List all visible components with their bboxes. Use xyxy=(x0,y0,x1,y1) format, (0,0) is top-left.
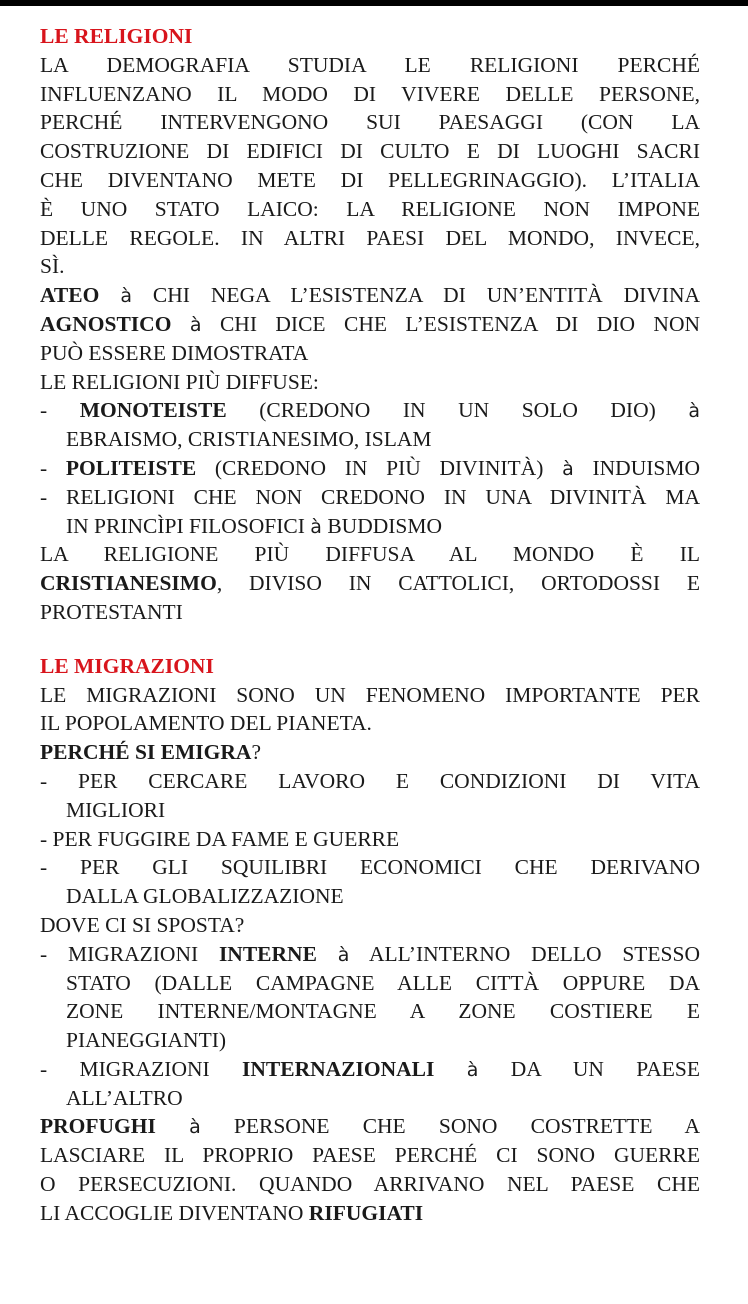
religioni-intro-line: CHE DIVENTANO METE DI PELLEGRINAGGIO). L’ITALIA xyxy=(40,167,700,192)
term-politeiste: POLITEISTE xyxy=(65,455,197,480)
definition-profughi-cont: O PERSECUZIONI. QUANDO ARRIVANO NEL PAESE CHE xyxy=(40,1172,700,1197)
section-spacer xyxy=(40,627,700,652)
definition-text: CHI NEGA L’ESISTENZA DI UN’ENTITÀ DIVINA xyxy=(131,283,700,308)
term-internazionali: INTERNAZIONALI xyxy=(242,1056,435,1081)
definition-profughi-cont: LASCIARE IL PROPRIO PAESE PERCHÉ CI SONO GUERRE xyxy=(40,1143,700,1168)
religioni-diffuse-label: LE RELIGIONI PIÙ DIFFUSE: xyxy=(40,369,319,394)
migrazioni-intro-line: IL POPOLAMENTO DEL PIANETA. xyxy=(40,711,372,736)
religione-diffusa-line: CRISTIANESIMO, DIVISO IN CATTOLICI, ORTODOSSI E xyxy=(40,571,700,596)
list-item-monoteiste-cont: EBRAISMO, CRISTIANESIMO, ISLAM xyxy=(66,427,432,452)
list-item-internazionali-cont: ALL’ALTRO xyxy=(66,1085,183,1110)
arrow-symbol: à xyxy=(688,400,700,423)
arrow-symbol: à xyxy=(120,285,132,308)
term-rifugiati: RIFUGIATI xyxy=(308,1200,424,1225)
arrow-symbol: à xyxy=(466,1058,479,1081)
arrow-symbol: à xyxy=(189,313,202,336)
list-item-interne-cont: PIANEGGIANTI) xyxy=(66,1028,227,1053)
top-status-bar xyxy=(0,0,748,6)
list-item-interne-cont: ZONE INTERNE/MONTAGNE A ZONE COSTIERE E xyxy=(66,999,700,1024)
list-item-politeiste: - POLITEISTE (CREDONO IN PIÙ DIVINITÀ) à INDUISMO xyxy=(40,455,700,480)
section-heading-religioni: LE RELIGIONI xyxy=(40,24,193,48)
arrow-symbol: à xyxy=(337,943,350,966)
religioni-intro-line: COSTRUZIONE DI EDIFICI DI CULTO E DI LUOGHI SACRI xyxy=(40,139,700,164)
term-interne: INTERNE xyxy=(218,941,317,966)
religioni-intro-line: SÌ. xyxy=(40,254,65,279)
religioni-intro-line: LA DEMOGRAFIA STUDIA LE RELIGIONI PERCHÉ xyxy=(40,52,700,77)
list-item-motivo: - PER FUGGIRE DA FAME E GUERRE xyxy=(40,826,400,851)
definition-agnostico-cont: PUÒ ESSERE DIMOSTRATA xyxy=(40,340,309,365)
religione-diffusa-line: PROTESTANTI xyxy=(40,599,183,624)
term-ateo: ATEO xyxy=(40,283,100,308)
list-item-interne: - MIGRAZIONI INTERNE à ALL’INTERNO DELLO STESSO xyxy=(40,941,700,966)
list-item-motivo: - PER GLI SQUILIBRI ECONOMICI CHE DERIVANO xyxy=(40,855,700,880)
arrow-symbol: à xyxy=(310,515,322,538)
definition-profughi-cont: LI ACCOGLIE DIVENTANO RIFUGIATI xyxy=(40,1200,424,1225)
religione-diffusa-line: LA RELIGIONE PIÙ DIFFUSA AL MONDO È IL xyxy=(40,542,700,567)
perche-si-emigra: PERCHÉ SI EMIGRA? xyxy=(40,740,261,765)
list-item-monoteiste: - MONOTEISTE (CREDONO IN UN SOLO DIO) à xyxy=(40,398,700,423)
term-cristianesimo: CRISTIANESIMO xyxy=(40,571,217,596)
definition-ateo xyxy=(40,281,700,310)
arrow-symbol: à xyxy=(562,457,574,480)
list-item-filosofici: - RELIGIONI CHE NON CREDONO IN UNA DIVINITÀ MA xyxy=(40,484,700,509)
religioni-intro-line: INFLUENZANO IL MODO DI VIVERE DELLE PERSONE, xyxy=(40,81,700,106)
list-item-internazionali: - MIGRAZIONI INTERNAZIONALI à DA UN PAESE xyxy=(40,1056,701,1081)
term-monoteiste: MONOTEISTE xyxy=(79,398,227,423)
definition-profughi: PROFUGHI à PERSONE CHE SONO COSTRETTE A xyxy=(40,1114,700,1139)
dove-ci-si-sposta: DOVE CI SI SPOSTA? xyxy=(40,912,245,937)
document-page xyxy=(40,22,700,1228)
list-item-motivo: - PER CERCARE LAVORO E CONDIZIONI DI VITA xyxy=(40,768,700,793)
list-item-interne-cont: STATO (DALLE CAMPAGNE ALLE CITTÀ OPPURE DA xyxy=(66,970,700,995)
term-perche-si-emigra: PERCHÉ SI EMIGRA xyxy=(40,740,252,765)
list-item-motivo-cont: DALLA GLOBALIZZAZIONE xyxy=(66,884,344,909)
definition-text: CHI DICE CHE L’ESISTENZA DI DIO NON xyxy=(201,311,700,336)
term-agnostico: AGNOSTICO xyxy=(40,311,172,336)
definition-agnostico xyxy=(40,310,700,339)
term-profughi: PROFUGHI xyxy=(40,1114,156,1139)
list-item-filosofici-cont: IN PRINCÌPI FILOSOFICI à BUDDISMO xyxy=(66,513,443,538)
religioni-intro-line: È UNO STATO LAICO: LA RELIGIONE NON IMPONE xyxy=(40,196,700,221)
migrazioni-intro-line: LE MIGRAZIONI SONO UN FENOMENO IMPORTANTE PER xyxy=(40,682,700,707)
arrow-symbol: à xyxy=(189,1116,201,1139)
religioni-intro-line: DELLE REGOLE. IN ALTRI PAESI DEL MONDO, INVECE, xyxy=(40,225,700,250)
section-heading-migrazioni: LE MIGRAZIONI xyxy=(40,653,214,678)
religioni-intro-line: PERCHÉ INTERVENGONO SUI PAESAGGI (CON LA xyxy=(40,110,700,135)
list-item-motivo-cont: MIGLIORI xyxy=(66,797,166,822)
